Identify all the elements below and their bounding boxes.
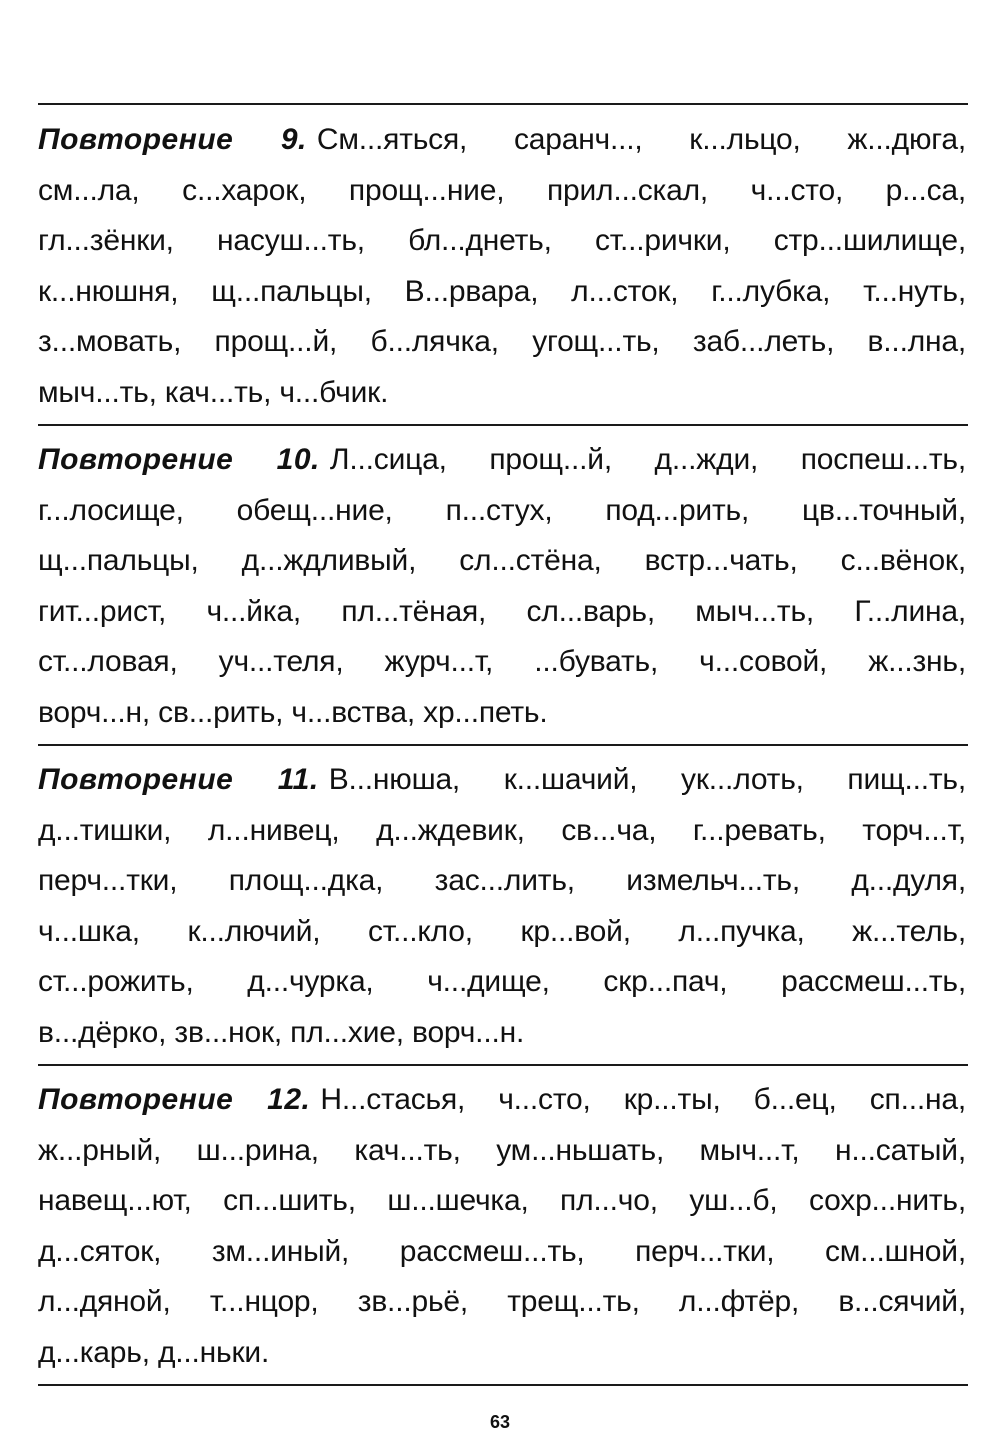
exercise-line: з...мовать, прощ...й, б...лячка, угощ...ть, заб...леть, в...лна, bbox=[38, 325, 966, 358]
exercise-line: к...нюшня, щ...пальцы, В...рвара, л...сток, г...лубка, т...нуть, bbox=[38, 274, 966, 308]
exercise-line bbox=[38, 115, 966, 166]
exercise-line: см...ла, с...харок, прощ...ние, прил...скал, ч...сто, р...са, bbox=[38, 173, 966, 207]
exercise-line: ч...шка, к...лючий, ст...кло, кр...вой, л...пучка, ж...тель, bbox=[38, 914, 966, 948]
divider-10-11 bbox=[38, 744, 968, 746]
exercise-line: навещ...ют, сп...шить, ш...шечка, пл...чо, уш...б, сохр...нить, bbox=[38, 1184, 966, 1217]
exercise-line: д...карь, д...ньки. bbox=[38, 1335, 270, 1369]
exercise-line: щ...пальцы, д...ждливый, сл...стёна, встр...чать, с...вёнок, bbox=[38, 544, 966, 577]
exercise-heading: Повторение 10. bbox=[38, 443, 320, 476]
exercise-section-9 bbox=[38, 115, 966, 418]
exercise-line: перч...тки, площ...дка, зас...лить, измельч...ть, д...дуля, bbox=[38, 864, 966, 897]
exercise-line bbox=[38, 1075, 966, 1126]
exercise-line: г...лосище, обещ...ние, п...стух, под...рить, цв...точный, bbox=[38, 493, 966, 527]
exercise-heading: Повторение 12. bbox=[38, 1083, 311, 1116]
divider-top bbox=[38, 103, 968, 105]
exercise-line: в...дёрко, зв...нок, пл...хие, ворч...н. bbox=[38, 1015, 525, 1049]
exercise-section-12 bbox=[38, 1075, 966, 1378]
exercise-line: л...дяной, т...нцор, зв...рьё, трещ...ть, л...фтёр, в...сячий, bbox=[38, 1285, 966, 1318]
exercise-line bbox=[38, 755, 966, 806]
exercise-text: Л...сица, прощ...й, д...жди, поспеш...ть, bbox=[329, 443, 966, 476]
exercise-line: д...сяток, зм...иный, рассмеш...ть, перч...тки, см...шной, bbox=[38, 1234, 966, 1268]
exercise-text: В...нюша, к...шачий, ук...лоть, пищ...ть, bbox=[328, 763, 967, 796]
exercise-line: ст...ловая, уч...теля, журч...т, ...бувать, ч...совой, ж...знь, bbox=[38, 645, 966, 678]
exercise-text: Н...стасья, ч...сто, кр...ты, б...ец, сп...на, bbox=[320, 1083, 966, 1116]
exercise-heading: Повторение 11. bbox=[38, 763, 319, 796]
exercise-line: гит...рист, ч...йка, пл...тёная, сл...варь, мыч...ть, Г...лина, bbox=[38, 594, 966, 628]
page-number: 63 bbox=[489, 1412, 511, 1432]
divider-bottom bbox=[38, 1384, 968, 1386]
exercise-line bbox=[38, 435, 966, 486]
divider-9-10 bbox=[38, 424, 968, 426]
exercise-text: См...яться, саранч..., к...льцо, ж...дюга, bbox=[316, 123, 966, 156]
exercise-line: ворч...н, св...рить, ч...вства, хр...петь. bbox=[38, 695, 548, 729]
exercise-heading: Повторение 9. bbox=[38, 123, 307, 156]
exercise-line: мыч...ть, кач...ть, ч...бчик. bbox=[38, 375, 389, 409]
exercise-line: ж...рный, ш...рина, кач...ть, ум...ньшать, мыч...т, н...сатый, bbox=[38, 1133, 966, 1167]
exercise-section-11 bbox=[38, 755, 966, 1058]
exercise-line: д...тишки, л...нивец, д...ждевик, св...ча, г...ревать, торч...т, bbox=[38, 813, 966, 847]
divider-11-12 bbox=[38, 1064, 968, 1066]
exercise-line: ст...рожить, д...чурка, ч...дище, скр...пач, рассмеш...ть, bbox=[38, 965, 966, 998]
exercise-section-10 bbox=[38, 435, 966, 738]
exercise-line: гл...зёнки, насуш...ть, бл...днеть, ст...рички, стр...шилище, bbox=[38, 224, 966, 257]
